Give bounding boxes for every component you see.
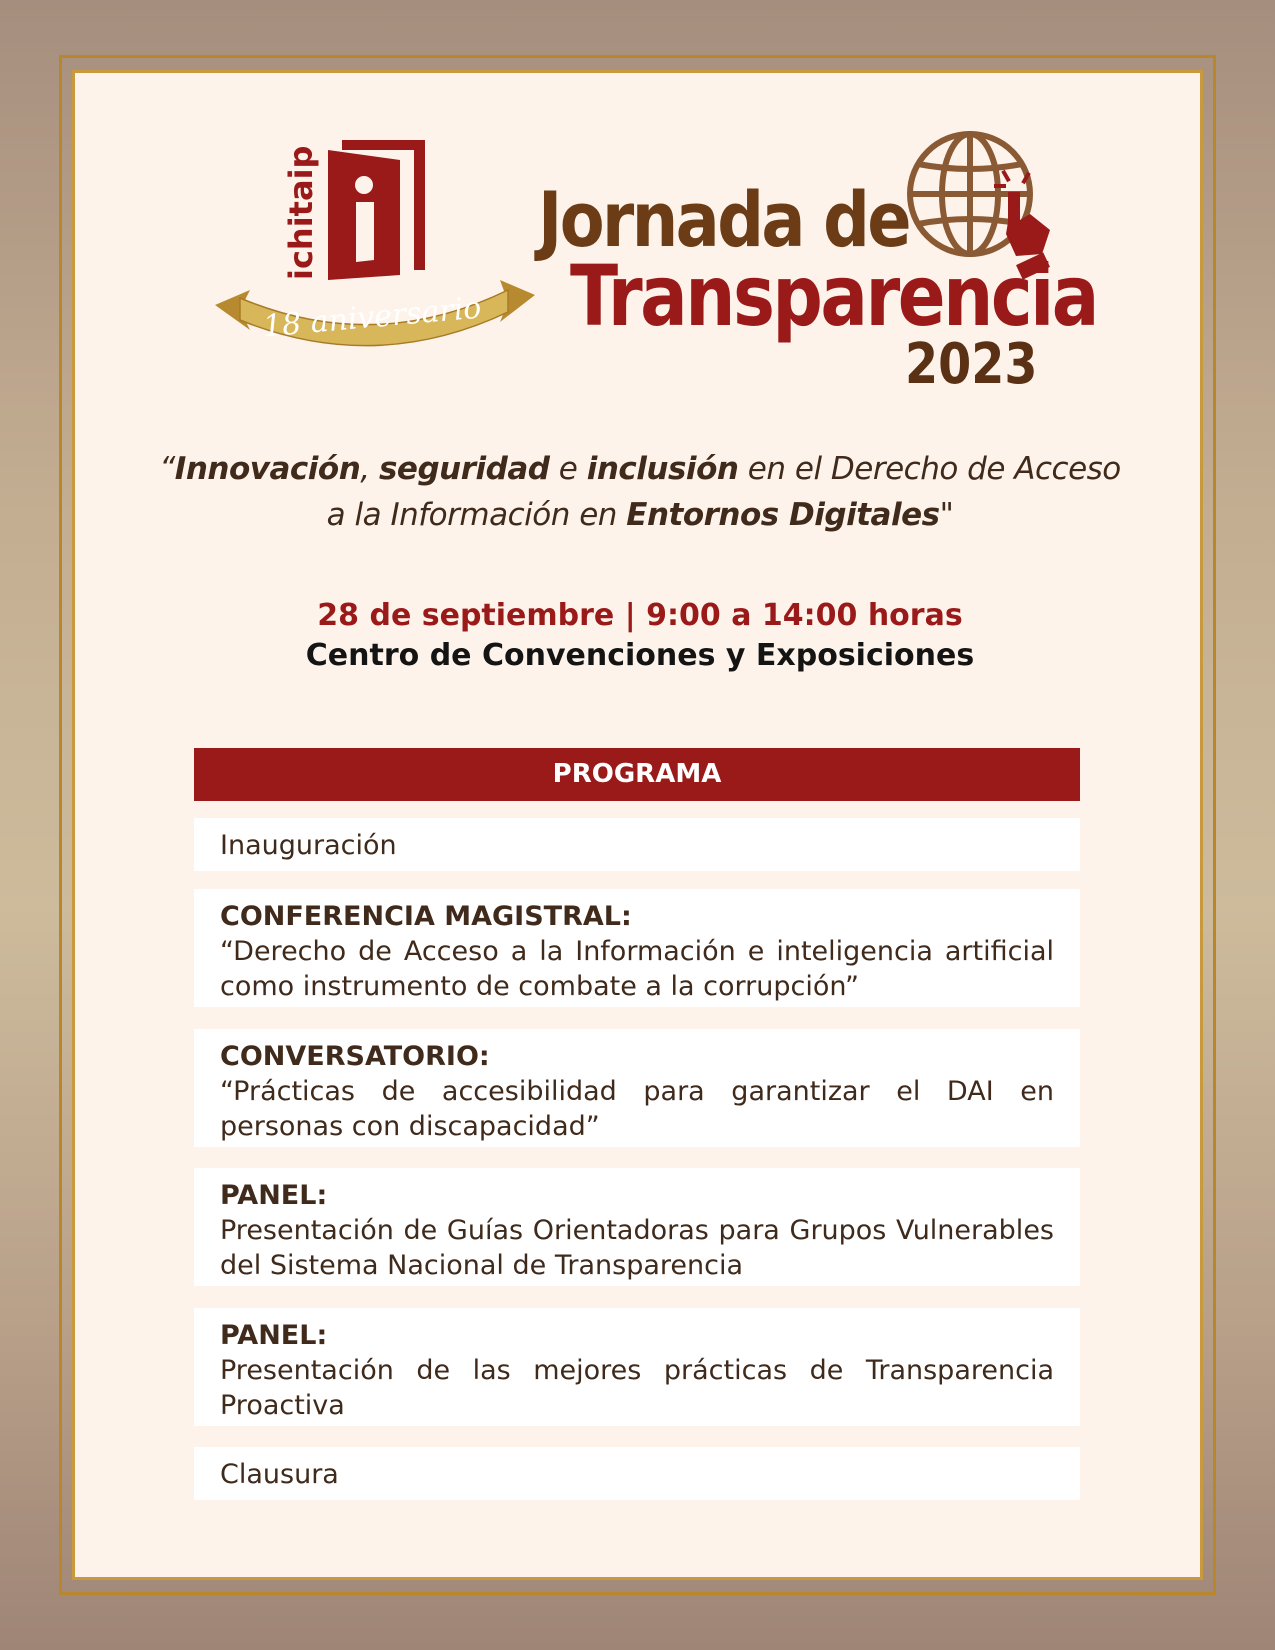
ribbon-text: 18 aniversario: [261, 290, 483, 345]
slogan-text: a la Información en: [326, 497, 627, 533]
program-item-kicker: PANEL:: [220, 1320, 328, 1351]
program-item-kicker: CONFERENCIA MAGISTRAL:: [220, 901, 632, 932]
slogan-open-quote: “: [159, 451, 175, 487]
door-icon: [210, 130, 540, 360]
program-item-desc: Presentación de Guías Orientadoras para Grupos Vulnerables del Sistema Nacional de Transparencia: [220, 1215, 1054, 1281]
program-header: PROGRAMA: [194, 748, 1080, 801]
program-item-desc: “Prácticas de accesibilidad para garantizar el DAI en personas con discapacidad”: [220, 1076, 1054, 1142]
slogan-word-seguridad: seguridad: [378, 451, 550, 487]
slogan-close-quote: ": [939, 497, 954, 533]
program-item-desc: Inauguración: [220, 830, 397, 861]
program-item: [194, 1029, 1080, 1147]
slogan: [140, 446, 1140, 538]
slogan-word-entornos: Entornos Digitales: [626, 497, 940, 533]
slogan-sep: ,: [360, 451, 379, 487]
program-item: [194, 1447, 1080, 1500]
ichitaip-logo: [210, 130, 540, 360]
program-item-desc: Presentación de las mejores prácticas de Transparencia Proactiva: [220, 1355, 1054, 1421]
slogan-sep: e: [549, 451, 587, 487]
program-item-kicker: CONVERSATORIO:: [220, 1041, 490, 1072]
event-date-time: 28 de septiembre | 9:00 a 14:00 horas: [317, 598, 963, 633]
program-item-kicker: PANEL:: [220, 1180, 328, 1211]
slogan-word-inclusion: inclusión: [586, 451, 739, 487]
brand-text: ichitaip: [282, 145, 320, 280]
program-item-desc: Clausura: [220, 1459, 339, 1490]
program-item: [194, 1168, 1080, 1286]
slogan-word-innovacion: Innovación: [174, 451, 361, 487]
event-title-line1: Jornada de: [538, 175, 910, 264]
event-year: 2023: [905, 332, 1038, 397]
slogan-text: en el Derecho de Acceso: [738, 451, 1121, 487]
event-title-line2: Transparencia: [570, 247, 1097, 345]
program-item: [194, 818, 1080, 871]
program-item: [194, 1308, 1080, 1426]
event-venue: Centro de Convenciones y Exposiciones: [305, 638, 975, 673]
program-item: [194, 889, 1080, 1007]
program-item-desc: “Derecho de Acceso a la Información e inteligencia artificial como instrumento de combate a la corrupción”: [220, 936, 1054, 1002]
